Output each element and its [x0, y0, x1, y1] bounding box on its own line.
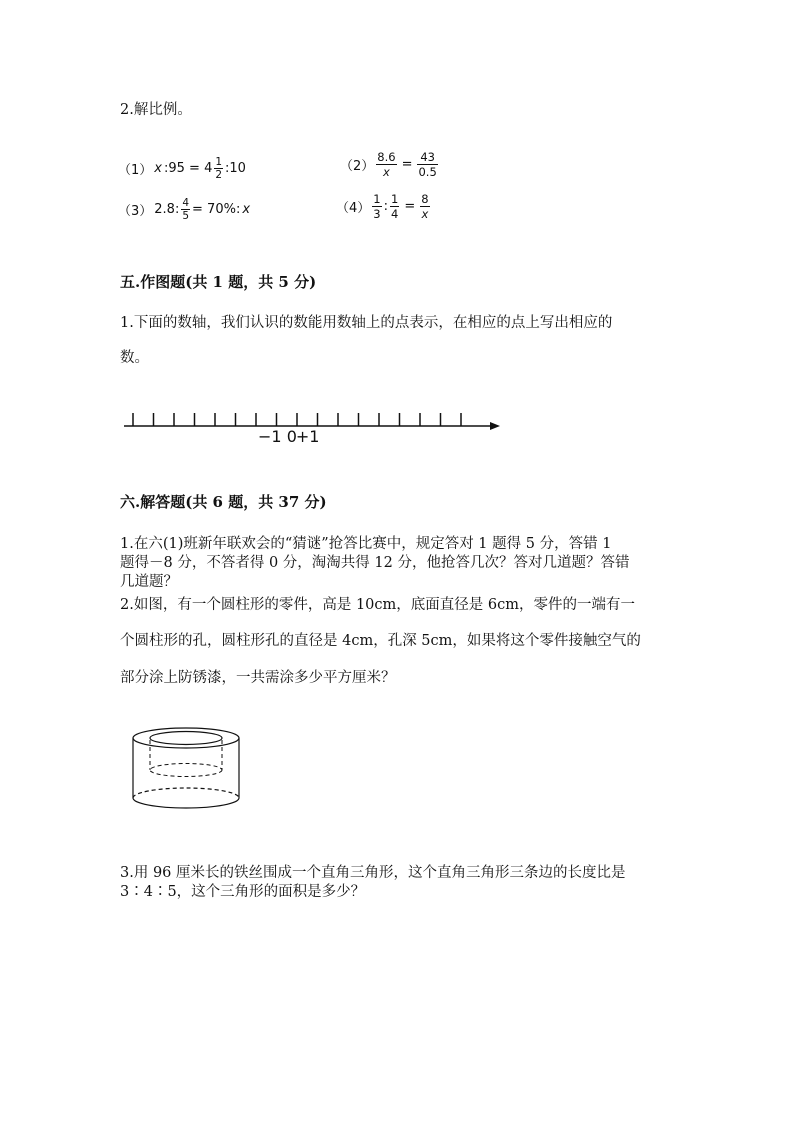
question-text: 部分涂上防锈漆，一共需涂多少平方厘米？ [120, 670, 396, 686]
question-text: 几道题？ [120, 574, 178, 590]
equals: = [401, 157, 413, 172]
item-number: （3） [118, 204, 153, 219]
fraction: $\frac{8}{x}$ [421, 192, 429, 221]
proportion-4 [336, 192, 430, 221]
proportion-3 [118, 197, 250, 222]
fraction: $\frac{1}{2}$ [215, 156, 223, 181]
expression: = 70%: [192, 202, 241, 217]
variable: x [242, 202, 251, 217]
proportion-2 [340, 150, 438, 179]
question-text: 数。 [120, 350, 149, 366]
question-title: 2.解比例。 [120, 102, 192, 118]
section-heading: 五.作图题(共 1 题，共 5 分) [120, 273, 317, 291]
fraction: $\frac{8.6}{x}$ [377, 150, 396, 179]
question-text: 2.如图，有一个圆柱形的零件，高是 10cm，底面直径是 6cm，零件的一端有一 [120, 597, 635, 613]
expression: :95 = 4 [163, 161, 213, 176]
question-text: 1.在六(1)班新年联欢会的“猜谜”抢答比赛中，规定答对 1 题得 5 分，答错 1 [120, 536, 612, 552]
fraction: $\frac{1}{3}$ [373, 192, 381, 221]
item-number: （2） [340, 159, 375, 174]
axis-labels [258, 427, 319, 446]
item-number: （4） [336, 201, 371, 216]
expression: 2.8: [154, 202, 180, 217]
question-text: 个圆柱形的孔，圆柱形孔的直径是 4cm，孔深 5cm，如果将这个零件接触空气的 [120, 633, 641, 649]
expression: :10 [225, 161, 246, 176]
question-text: 3.用 96 厘米长的铁丝围成一个直角三角形，这个直角三角形三条边的长度比是 [120, 865, 626, 881]
label-plus-one: +1 [295, 427, 320, 446]
colon: : [383, 199, 388, 214]
proportion-1 [118, 156, 246, 181]
section-heading: 六.解答题(共 6 题，共 37 分) [120, 493, 327, 511]
label-zero: 0 [286, 427, 297, 446]
question-text: 3∶4∶5，这个三角形的面积是多少？ [120, 884, 366, 900]
fraction: $\frac{43}{0.5}$ [418, 150, 437, 179]
fraction: $\frac{1}{4}$ [391, 192, 399, 221]
equals: = [404, 199, 416, 214]
axis-arrow [490, 422, 500, 430]
question-text: 1.下面的数轴，我们认识的数能用数轴上的点表示，在相应的点上写出相应的 [120, 315, 613, 331]
cylinder-diagram [125, 722, 250, 817]
question-text: 题得－8 分，不答者得 0 分，淘淘共得 12 分，他抢答几次？答对几道题？答错 [120, 555, 630, 571]
item-number: （1） [118, 163, 153, 178]
fraction: $\frac{4}{5}$ [182, 197, 190, 222]
variable: x [154, 161, 162, 176]
label-minus-one: −1 [258, 427, 282, 446]
